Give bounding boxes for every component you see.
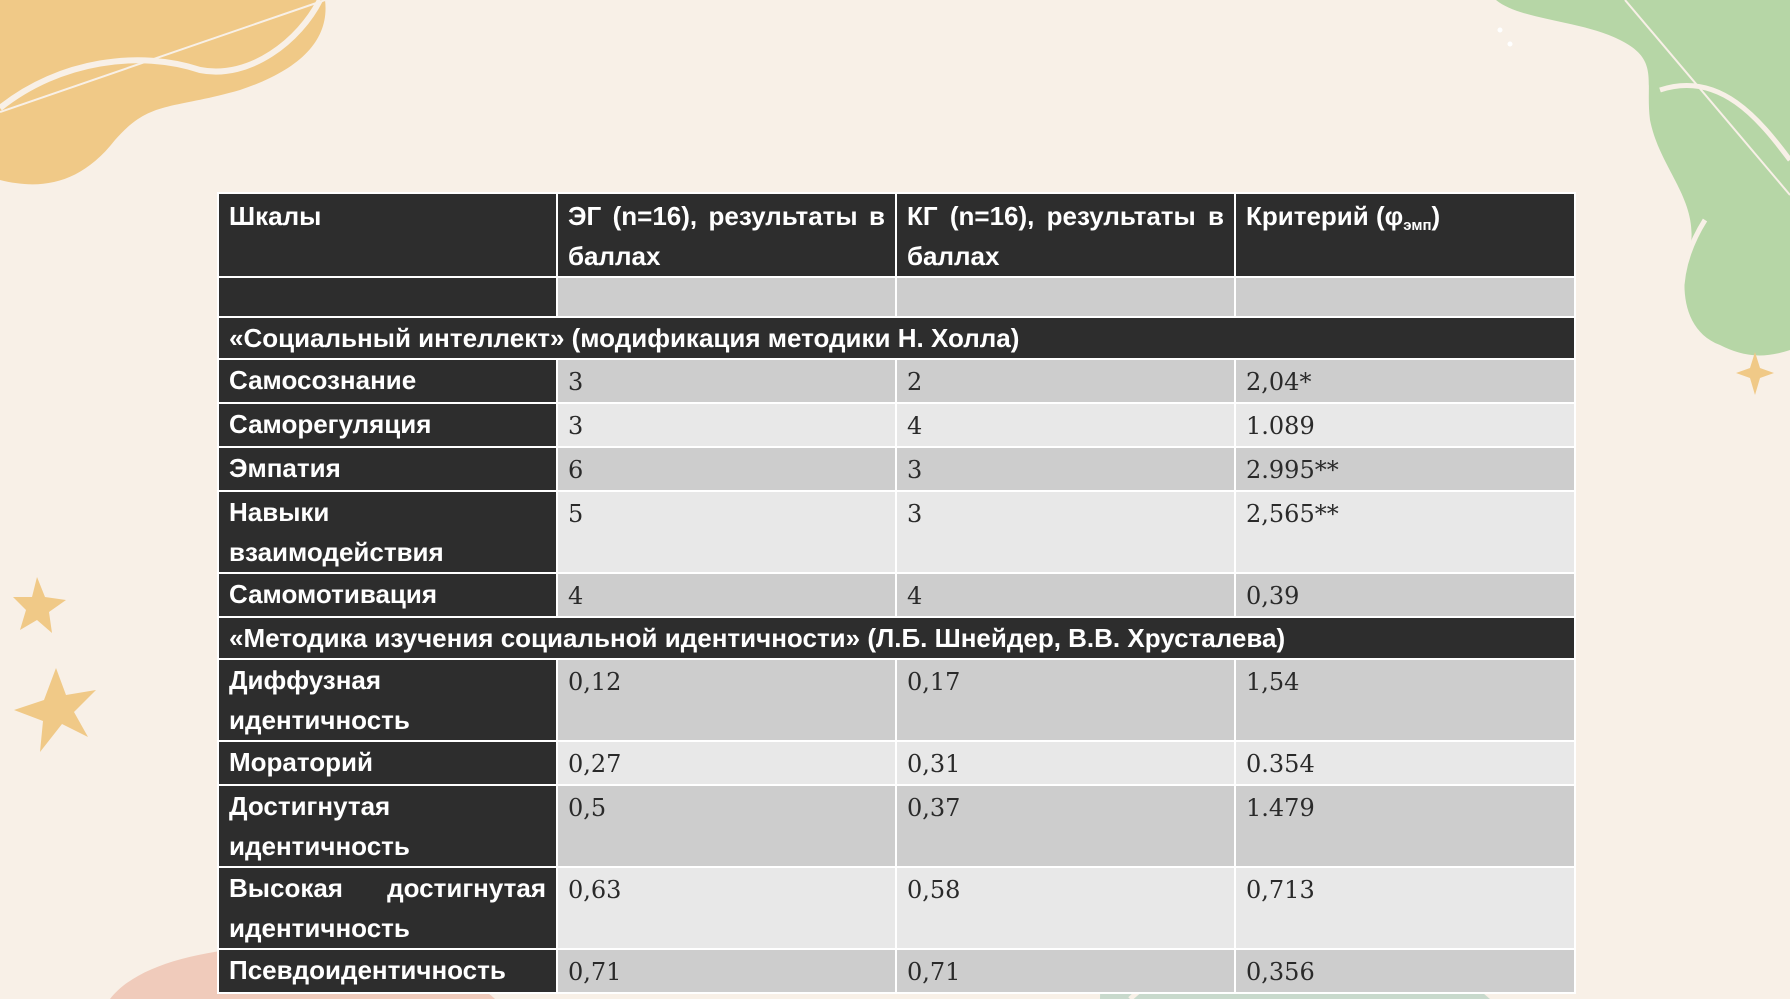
table-row	[218, 573, 1575, 617]
row-criterion-value: 1,54	[1235, 659, 1575, 741]
row-scale: Псевдоидентичность	[218, 949, 557, 993]
gold-sparkle-icon	[1736, 352, 1774, 395]
row-kg-value: 3	[896, 447, 1235, 491]
empty-cell	[557, 277, 896, 317]
header-scales: Шкалы	[218, 193, 557, 277]
row-eg-value: 3	[557, 403, 896, 447]
row-scale: Самомотивация	[218, 573, 557, 617]
row-criterion-value: 2,565**	[1235, 491, 1575, 573]
row-eg-value: 0,12	[557, 659, 896, 741]
row-criterion-value: 1.479	[1235, 785, 1575, 867]
row-kg-value: 0,37	[896, 785, 1235, 867]
row-scale: Самосознание	[218, 359, 557, 403]
row-criterion-value: 1.089	[1235, 403, 1575, 447]
row-kg-value: 0,31	[896, 741, 1235, 785]
row-scale: Мораторий	[218, 741, 557, 785]
criterion-close: )	[1431, 201, 1441, 231]
row-eg-value: 0,71	[557, 949, 896, 993]
row-scale: Диффузная идентичность	[218, 659, 557, 741]
row-criterion-value: 0.354	[1235, 741, 1575, 785]
row-scale: Навыки взаимодействия	[218, 491, 557, 573]
empty-row	[218, 277, 1575, 317]
row-eg-value: 4	[557, 573, 896, 617]
header-kg: КГ (n=16), результаты в баллах	[896, 193, 1235, 277]
section-title-social-intelligence: «Социальный интеллект» (модификация методики Н. Холла)	[218, 317, 1575, 359]
table-row	[218, 403, 1575, 447]
row-criterion-value: 0,713	[1235, 867, 1575, 949]
section-row	[218, 617, 1575, 659]
row-kg-value: 0,17	[896, 659, 1235, 741]
header-criterion	[1235, 193, 1575, 277]
row-eg-value: 3	[557, 359, 896, 403]
table-row	[218, 785, 1575, 867]
header-eg: ЭГ (n=16), результаты в баллах	[557, 193, 896, 277]
row-eg-value: 0,5	[557, 785, 896, 867]
row-kg-value: 2	[896, 359, 1235, 403]
row-eg-value: 5	[557, 491, 896, 573]
row-kg-value: 4	[896, 403, 1235, 447]
table-row	[218, 447, 1575, 491]
table-row	[218, 659, 1575, 741]
row-criterion-value: 2,04*	[1235, 359, 1575, 403]
star-icon	[13, 577, 66, 633]
row-eg-value: 0,63	[557, 867, 896, 949]
empty-cell	[218, 277, 557, 317]
row-kg-value: 0,71	[896, 949, 1235, 993]
star-icon	[14, 668, 96, 752]
table-row	[218, 491, 1575, 573]
row-criterion-value: 0,356	[1235, 949, 1575, 993]
row-scale: Достигнутая идентичность	[218, 785, 557, 867]
criterion-subscript: эмп	[1403, 217, 1432, 234]
sparkle-dot	[1508, 42, 1513, 47]
table-row	[218, 949, 1575, 993]
row-eg-value: 6	[557, 447, 896, 491]
table-row	[218, 741, 1575, 785]
row-scale: Саморегуляция	[218, 403, 557, 447]
row-scale: Эмпатия	[218, 447, 557, 491]
row-criterion-value: 2.995**	[1235, 447, 1575, 491]
row-kg-value: 0,58	[896, 867, 1235, 949]
table-header-row	[218, 193, 1575, 277]
empty-cell	[1235, 277, 1575, 317]
row-eg-value: 0,27	[557, 741, 896, 785]
row-criterion-value: 0,39	[1235, 573, 1575, 617]
results-table	[217, 192, 1576, 994]
orange-leaf-shape	[0, 0, 326, 184]
empty-cell	[896, 277, 1235, 317]
table-row	[218, 359, 1575, 403]
section-row	[218, 317, 1575, 359]
row-scale: Высокая достигнутая идентичность	[218, 867, 557, 949]
criterion-label: Критерий (φ	[1246, 201, 1404, 231]
row-kg-value: 3	[896, 491, 1235, 573]
table-row	[218, 867, 1575, 949]
section-title-social-identity: «Методика изучения социальной идентичности» (Л.Б. Шнейдер, В.В. Хрусталева)	[218, 617, 1575, 659]
sparkle-dot	[1498, 28, 1503, 33]
row-kg-value: 4	[896, 573, 1235, 617]
